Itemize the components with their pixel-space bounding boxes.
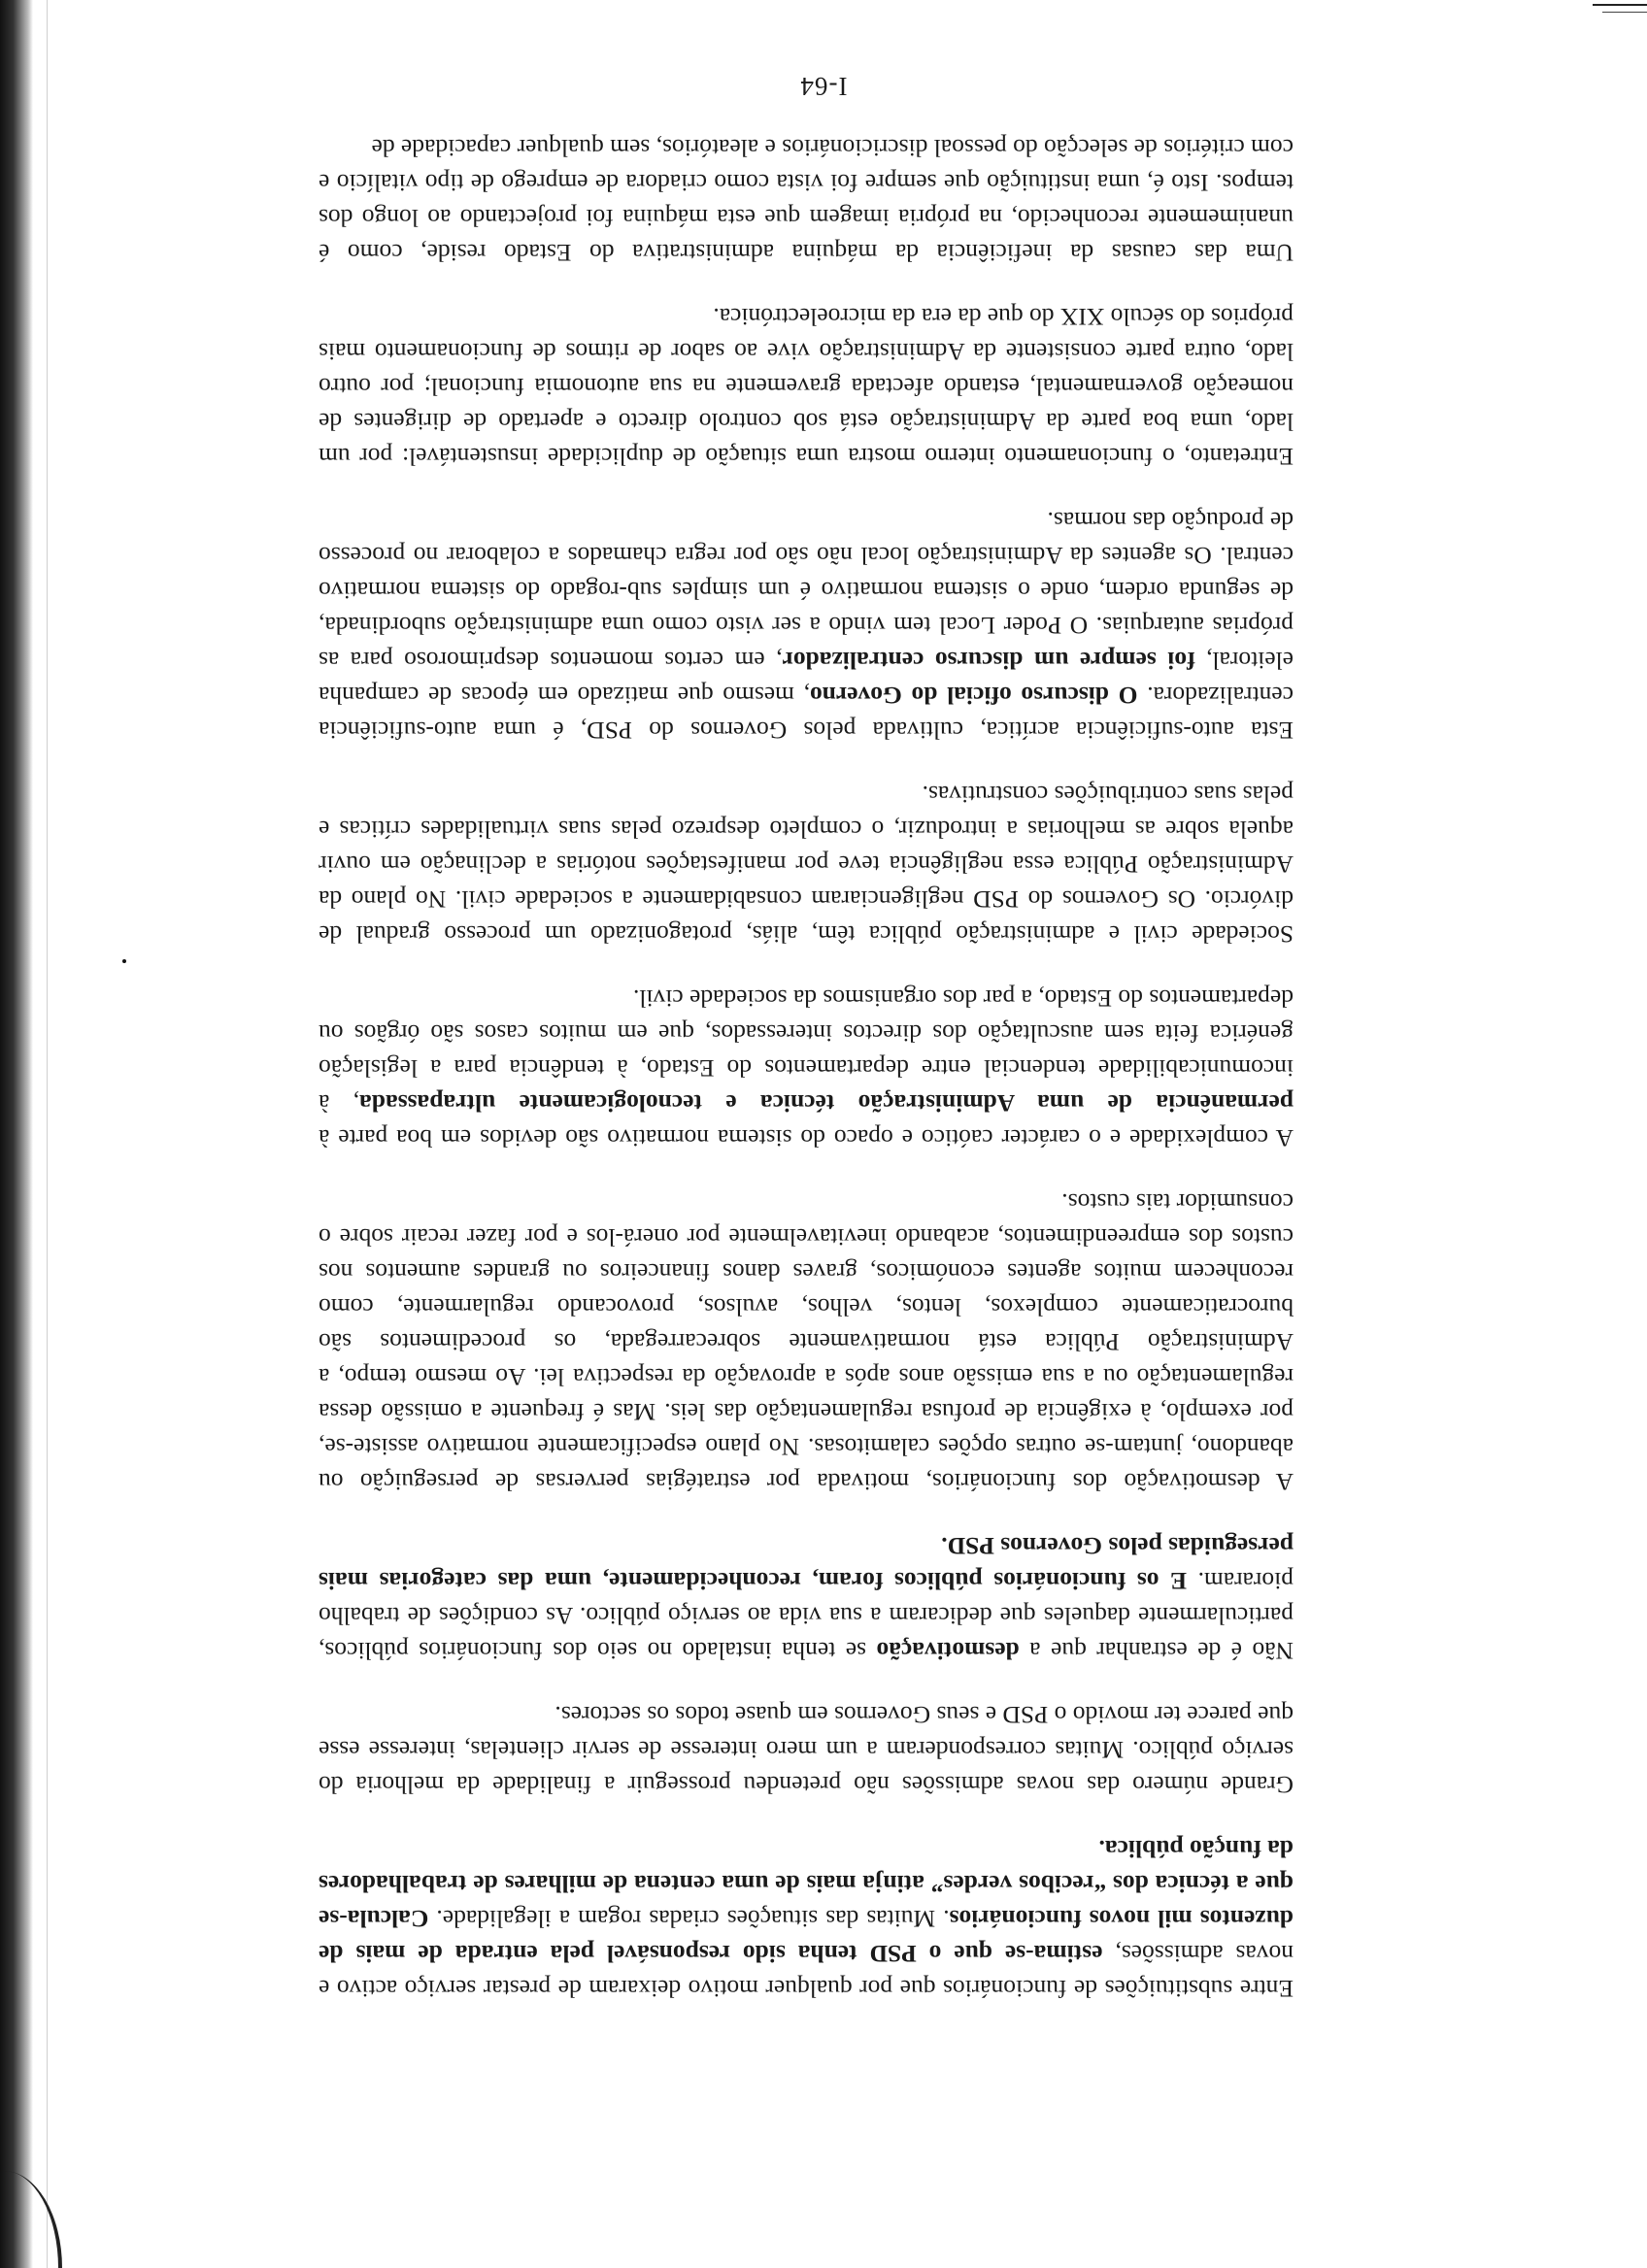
paragraph [319,130,1294,270]
text-run: se tenha instalado no seio dos funcionários públicos, particularmente daqueles que dedicaram a sua vida ao serviço público. As condições de trabalho pioraram. [319,1567,1294,1665]
bold-text-run: permanência de uma Administração técnica e tecnologicamente ultrapassada [359,1089,1294,1117]
paragraph [319,777,1294,951]
text-run: , à incomunicabilidade tendencial entre departamentos do Estado, à tendência para a legislação genérica feita sem auscultação dos directos interessados, que em muitos casos são órgãos ou departamentos do Estado, a par dos organismos da sociedade civil. [319,984,1294,1117]
bold-text-run: foi sempre um discurso centralizador [782,647,1195,675]
text-run: , em certos momentos desprimoroso para as próprias autarquias. O Poder Local tem vindo a ser visto como uma administração subordinada, de segunda ordem, onde o sistema normativo é um simples sub-rogado do sistema normativo central. Os agentes da Administração local não são por regra chamados a colaborar no processo de produção das normas. [319,507,1294,675]
paragraph [319,299,1294,474]
paragraph [319,981,1294,1155]
body-text [319,101,1294,2006]
text-run: . Muitas das situações criadas rogam a ilegalidade. [428,1905,950,1933]
page-number: I-64 [799,72,848,101]
bold-text-run: Calcula-se que a técnica dos “recibos verdes” atinja mais de uma centena de milhares de trabalhadores da função pública. [319,1835,1294,1933]
text-run: Sociedade civil e administração pública têm, aliás, protagonizado um processo gradual de divórcio. Os Governos do PSD negligenciaram consabidamente a sociedade civil. No plano da Administração Pública essa negligência teve por manifestações notórias a declinação em ouvir aquela sobre as melhorias a introduzir, o completo desprezo pelas suas virtualidades críticas e pelas suas contribuições construtivas. [319,781,1294,949]
bold-text-run: E os funcionários públicos foram, reconhecidamente, uma das categorias mais perseguidas pelos Governos PSD. [319,1532,1294,1595]
scan-speck [122,959,126,963]
bold-text-run: desmotivação [876,1637,1020,1665]
paragraph [319,1697,1294,1802]
bold-text-run: estima-se que o PSD tenha sido responsável pela entrada de mais de duzentos mil novos funcionários [319,1905,1294,1968]
paragraph [319,1528,1294,1668]
text-run: A complexidade e o carácter caótico e opaco do sistema normativo são devidos em boa parte à [319,1124,1294,1152]
bold-text-run: O discurso oficial do Governo [809,682,1138,710]
text-run: Grande número das novas admissões não pretendeu prosseguir a finalidade da melhoria do serviço público. Muitas corresponderam a um mero interesse de servir clientelas, interesse esse que parece ter movido o PSD e seus Governos em quase todos os sectores. [319,1701,1294,1799]
text-run: Uma das causas da ineficiência da máquina administrativa do Estado reside, como é unanimemente reconhecido, na própria imagem que esta máquina foi projectando ao longo dos tempos. Isto é, uma instituição que sempre foi vista como criadora de emprego de tipo vitalício e com critérios de selecção do pessoal discricionários e aleatórios, sem qualquer capacidade de [319,134,1294,267]
text-run: Entretanto, o funcionamento interno mostra uma situação de duplicidade insustentável: por um lado, uma boa parte da Administração está sob controlo directo e apertado de dirigentes de nomeação governamental, estando afectada gravemente na sua autonomia funcional; por outro lado, outra parte consistente da Administração vive ao sabor de ritmos de funcionamento mais próprios do século XIX do que da era da microelectrónica. [319,303,1294,471]
paragraph [319,1184,1294,1499]
text-run: Entre substituições de funcionários que por qualquer motivo deixaram de prestar serviço activo e novas admissões, [319,1940,1294,2003]
text-run: , mesmo que matizado em épocas de campanha eleitoral, [319,647,1294,710]
text-run: Esta auto-suficiência acrítica, cultivada pelos Governos do PSD, é uma auto-suficiência centralizadora. [319,682,1294,745]
text-run: Não é de estranhar que a [1019,1637,1294,1665]
text-run: A desmotivação dos funcionários, motivada por estratégias perversas de perseguição ou abandono, juntam-se outras opções calamitosas. No plano especificamente normativo assiste-se, por exemplo, à exigência de profusa regulamentação das leis. Mas é frequente a omissão dessa regulamentação ou a sua emissão anos após a aprovação da respectiva lei. Ao mesmo tempo, a Administração Pública está normativamente sobrecarregada, os procedimentos são burocraticamente complexos, lentos, velhos, avulsos, provocando regularmente, como reconhecem muitos agentes económicos, graves danos financeiros ou grandes aumentos nos custos dos empreendimentos, acabando inevitavelmente por onerá-los e por fazer recair sobre o consumidor tais custos. [319,1188,1294,1496]
paragraph [319,1831,1294,2006]
paragraph [319,503,1294,748]
